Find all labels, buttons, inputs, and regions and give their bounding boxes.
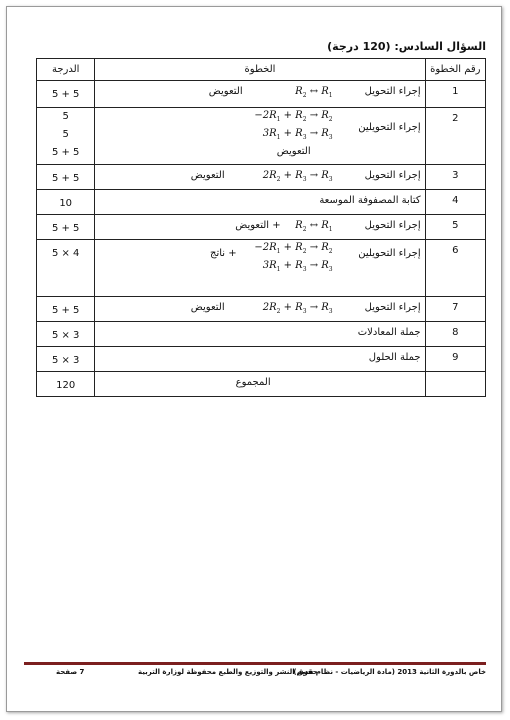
step-grade: 5 × 4 [51, 248, 80, 259]
step-number: 2 [452, 113, 459, 124]
step-equation: $3R_1 + R_3 \to R_3$ [262, 128, 333, 141]
question-title: السؤال السادس: (120 درجة) [327, 40, 486, 53]
step-equation: $2R_2 + R_3 \to R_3$ [262, 170, 333, 183]
step-label: إجراء التحويل [364, 86, 421, 97]
step-label: كتابة المصفوفة الموسعة [319, 195, 421, 206]
step-extra: التعويض [276, 146, 311, 157]
step-equation: $-2R_1 + R_2 \to R_2$ [254, 242, 333, 255]
step-grade: 5 [62, 111, 69, 122]
footer-copyright: حقوق النشر والتوزيع والطبع محفوظة لوزارة التربية [138, 668, 318, 676]
step-label: جملة المعادلات [357, 327, 421, 338]
table-row [37, 165, 486, 190]
step-label: إجراء التحويل [364, 302, 421, 313]
step-extra: + التعويض [235, 220, 281, 231]
step-number: 6 [452, 245, 459, 256]
table-row [37, 297, 486, 322]
total-grade: 120 [56, 380, 76, 391]
total-label: المجموع [235, 377, 271, 388]
step-equation: $2R_2 + R_3 \to R_3$ [262, 302, 333, 315]
step-number: 7 [452, 302, 459, 313]
header-step-number: رقم الخطوة [425, 59, 485, 81]
step-equation: $R_2$ ↔ $R_1$ [295, 220, 333, 233]
step-equation: $3R_1 + R_3 \to R_3$ [262, 260, 333, 273]
step-equation: $R_2$ ↔ $R_1$ [295, 86, 333, 99]
step-label: جملة الحلول [368, 352, 421, 363]
step-label: إجراء التحويل [364, 220, 421, 231]
table-row [37, 81, 486, 108]
step-extra: التعويض [190, 302, 225, 313]
table-row [37, 108, 486, 165]
step-grade: 5 [62, 129, 69, 140]
step-label: إجراء التحويلين [358, 248, 421, 259]
table-row [37, 322, 486, 347]
table-row [37, 240, 486, 297]
step-grade: 5 + 5 [51, 89, 80, 100]
step-grade: 10 [59, 198, 73, 209]
table-header-row [37, 59, 486, 81]
step-number: 1 [452, 86, 459, 97]
header-step: الخطوة [95, 59, 425, 81]
step-grade: 5 + 5 [51, 305, 80, 316]
step-number: 8 [452, 327, 459, 338]
step-extra: التعويض [208, 86, 243, 97]
step-grade: 5 + 5 [51, 223, 80, 234]
table-row [37, 347, 486, 372]
table-row [37, 190, 486, 215]
step-grade: 5 × 3 [51, 355, 80, 366]
footer-page-number: 7 صفحة [56, 668, 85, 676]
step-equation: $-2R_1 + R_2 \to R_2$ [254, 110, 333, 123]
step-number: 5 [452, 220, 459, 231]
step-number: 9 [452, 352, 459, 363]
grading-table [36, 58, 486, 397]
header-grade: الدرجة [37, 59, 95, 81]
step-label: إجراء التحويلين [358, 122, 421, 133]
step-grade: 5 × 3 [51, 330, 80, 341]
step-number: 4 [452, 195, 459, 206]
step-grade: 5 + 5 [51, 173, 80, 184]
step-grade: 5 + 5 [51, 147, 80, 158]
step-extra: التعويض [190, 170, 225, 181]
step-label: إجراء التحويل [364, 170, 421, 181]
footer-exam-info: خاص بالدورة الثانية 2013 (مادة الرياضيات - نظام قديم) [293, 668, 486, 676]
step-extra: + ناتج [209, 248, 237, 259]
total-row [37, 372, 486, 397]
step-number: 3 [452, 170, 459, 181]
footer-divider [24, 662, 486, 665]
table-row [37, 215, 486, 240]
